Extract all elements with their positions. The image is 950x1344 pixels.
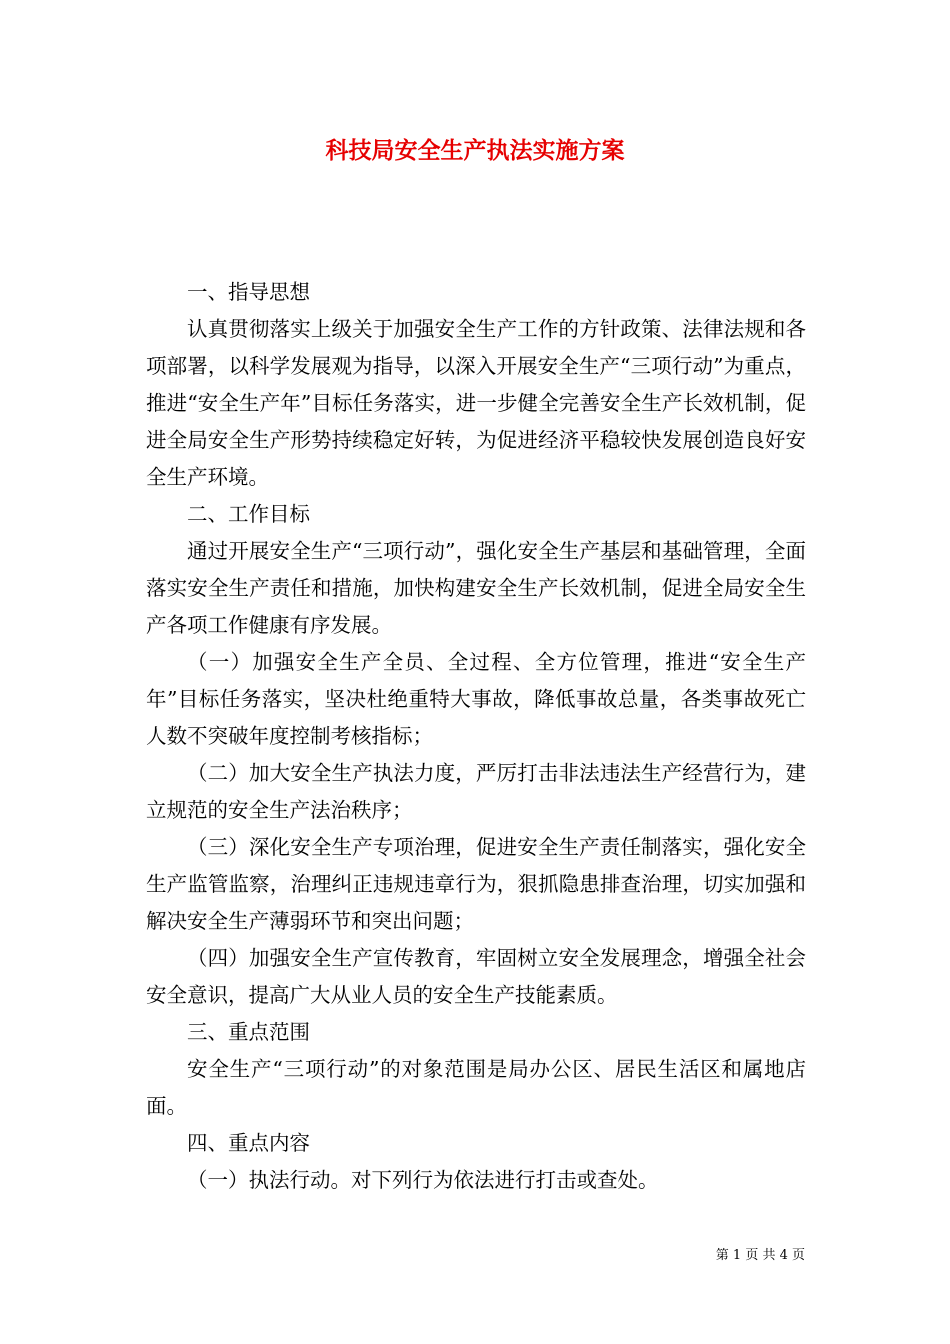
paragraph-enforcement-action: （一）执法行动。对下列行为依法进行打击或查处。: [187, 1168, 659, 1192]
section-heading-work-goals: 二、工作目标: [187, 502, 310, 526]
paragraph-guiding-thought: 认真贯彻落实上级关于加强安全生产工作的方针政策、法律法规和各项部署，以科学发展观为指导，以深入开展安全生产“三项行动”为重点，推进“安全生产年”目标任务落实，进一步健全完善安全生产长效机制，促进全局安全生产形势持续稳定好转，为促进经济平稳较快发展创造良好安全生产环境。: [146, 317, 806, 489]
page-number-footer: 第 1 页 共 4 页: [715, 1248, 805, 1263]
section-heading-guiding-thought: 一、指导思想: [187, 280, 310, 304]
document-body: [146, 274, 806, 1199]
paragraph-goal-2: （二）加大安全生产执法力度，严厉打击非法违法生产经营行为，建立规范的安全生产法治秩序；: [146, 761, 806, 822]
paragraph-goal-3: （三）深化安全生产专项治理，促进安全生产责任制落实，强化安全生产监管监察，治理纠正违规违章行为，狠抓隐患排查治理，切实加强和解决安全生产薄弱环节和突出问题；: [146, 835, 806, 933]
section-heading-key-scope: 三、重点范围: [187, 1020, 310, 1044]
paragraph-goal-4: （四）加强安全生产宣传教育，牢固树立安全发展理念，增强全社会安全意识，提高广大从业人员的安全生产技能素质。: [146, 946, 806, 1007]
paragraph-key-scope: 安全生产“三项行动”的对象范围是局办公区、居民生活区和属地店面。: [146, 1057, 806, 1118]
section-heading-key-content: 四、重点内容: [187, 1131, 310, 1155]
paragraph-goal-1: （一）加强安全生产全员、全过程、全方位管理，推进“安全生产年”目标任务落实，坚决杜绝重特大事故，降低事故总量，各类事故死亡人数不突破年度控制考核指标；: [146, 650, 806, 748]
document-title: 科技局安全生产执法实施方案: [325, 137, 625, 164]
paragraph-work-goals: 通过开展安全生产“三项行动”，强化安全生产基层和基础管理，全面落实安全生产责任和措施，加快构建安全生产长效机制，促进全局安全生产各项工作健康有序发展。: [146, 539, 806, 637]
